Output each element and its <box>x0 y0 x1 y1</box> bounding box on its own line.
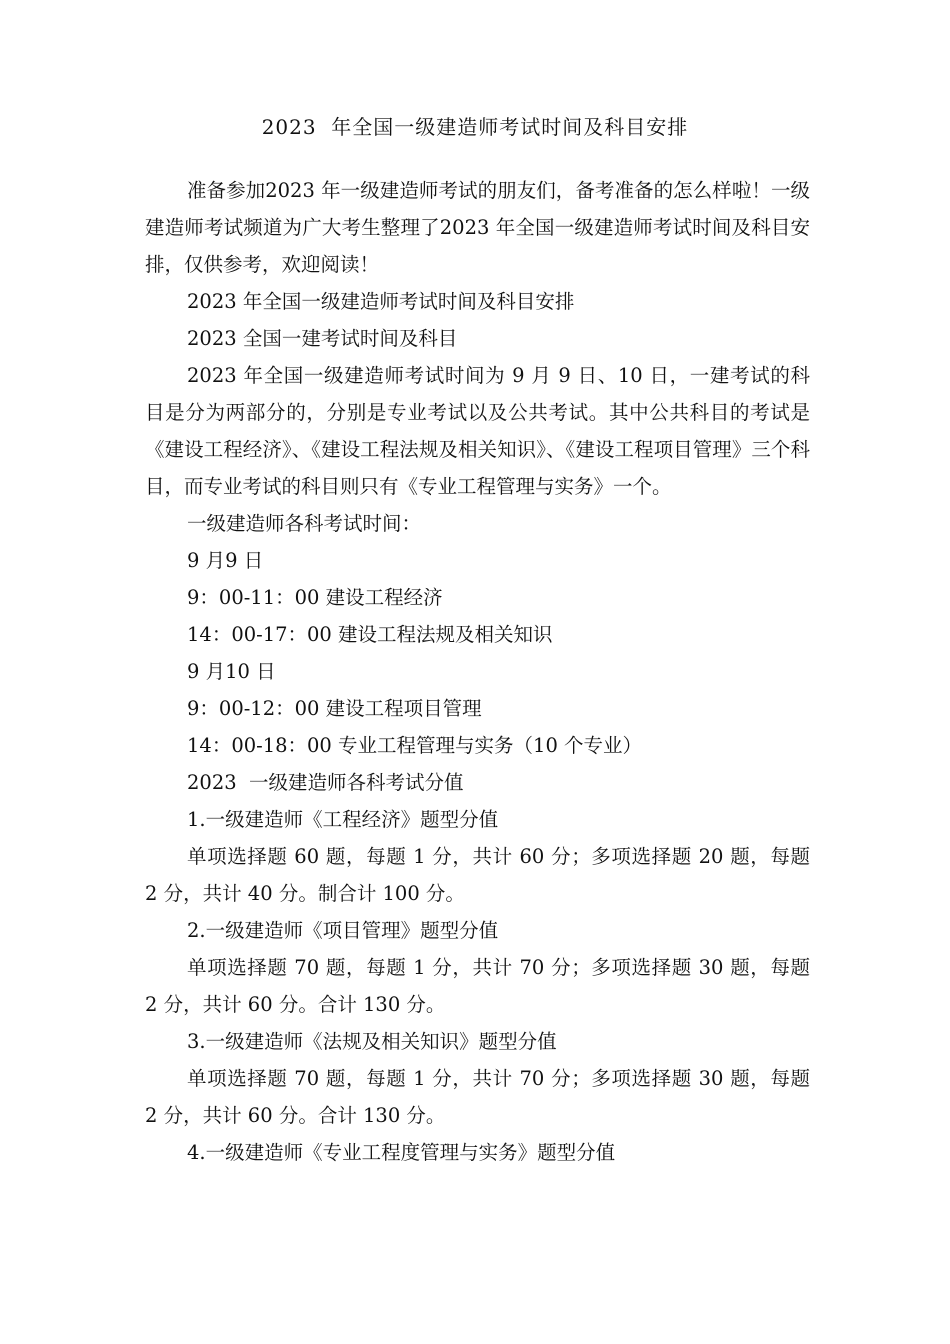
paragraph-item-3-title: 3.一级建造师《法规及相关知识》题型分值 <box>187 1030 557 1053</box>
paragraph-schedule-heading: 一级建造师各科考试时间： <box>187 512 422 535</box>
paragraph-scores-heading: 2023 一级建造师各科考试分值 <box>187 771 464 794</box>
document-body <box>145 172 817 1171</box>
paragraph-session-economy: 9：00-11：00 建设工程经济 <box>187 586 443 609</box>
paragraph-session-practice: 14：00-18：00 专业工程管理与实务（10 个专业） <box>187 734 643 757</box>
paragraph-session-law: 14：00-17：00 建设工程法规及相关知识 <box>187 623 553 646</box>
paragraph-date-day2: 9 月10 日 <box>187 660 276 683</box>
paragraph-date-day1: 9 月9 日 <box>187 549 264 572</box>
paragraph-heading: 2023 年全国一级建造师考试时间及科目安排 <box>187 290 575 313</box>
paragraph-item-4-title: 4.一级建造师《专业工程度管理与实务》题型分值 <box>187 1141 616 1164</box>
page-title: 2023 年全国一级建造师考试时间及科目安排 <box>261 115 689 139</box>
paragraph-intro: 准备参加2023 年一级建造师考试的朋友们，备考准备的怎么样啦！一级建造师考试频道为广大考生整理了2023 年全国一级建造师考试时间及科目安排，仅供参考，欢迎阅读！ <box>145 179 810 276</box>
paragraph-item-2-title: 2.一级建造师《项目管理》题型分值 <box>187 919 499 942</box>
paragraph-item-1-title: 1.一级建造师《工程经济》题型分值 <box>187 808 499 831</box>
paragraph-subheading: 2023 全国一建考试时间及科目 <box>187 327 458 350</box>
paragraph-item-1-detail: 单项选择题 60 题，每题 1 分，共计 60 分；多项选择题 20 题，每题 2 分，共计 40 分。制合计 100 分。 <box>145 845 817 905</box>
paragraph-item-2-detail: 单项选择题 70 题，每题 1 分，共计 70 分；多项选择题 30 题，每题 2 分，共计 60 分。合计 130 分。 <box>145 956 817 1016</box>
paragraph-session-management: 9：00-12：00 建设工程项目管理 <box>187 697 482 720</box>
paragraph-item-3-detail: 单项选择题 70 题，每题 1 分，共计 70 分；多项选择题 30 题，每题 2 分，共计 60 分。合计 130 分。 <box>145 1067 817 1127</box>
paragraph-exam-overview: 2023 年全国一级建造师考试时间为 9 月 9 日、10 日，一建考试的科目是分为两部分的，分别是专业考试以及公共考试。其中公共科目的考试是《建设工程经济》、《建设工程法规及相关知识》、《建设工程项目管理》三个科目，而专业考试的科目则只有《专业工程管理与实务》一个。 <box>145 364 810 498</box>
